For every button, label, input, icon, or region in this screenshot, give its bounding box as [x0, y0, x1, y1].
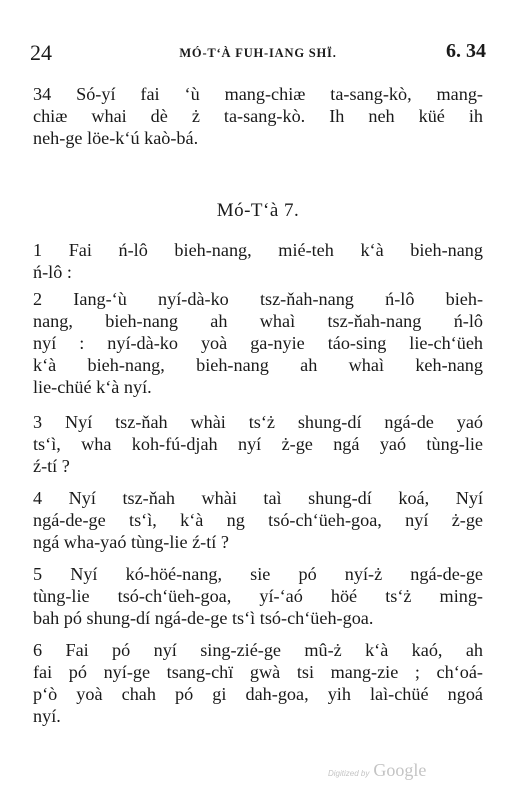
text-line: 1 Fai ń-lô bieh-nang, mié-teh k‘à bieh-nang — [33, 240, 483, 260]
verse-7-2 — [33, 288, 483, 398]
chapter-verse-reference: 6. 34 — [446, 40, 486, 62]
verse-7-1 — [33, 239, 483, 283]
verse-7-6 — [33, 639, 483, 727]
verse-6-34 — [33, 83, 483, 149]
text-line: 2 Iang-‘ù nyí-dà-ko tsz-ňah-nang ń-lô bieh- — [33, 289, 483, 309]
text-line: 34 Só-yí fai ‘ù mang-chiæ ta-sang-kò, mang- — [33, 84, 483, 104]
text-line: ts‘ì, wha koh-fú-djah nyí ż-ge ngá yaó tùng-lie — [33, 434, 483, 454]
text-line: fai pó nyí-ge tsang-chï gwà tsi mang-zie ; ch‘oá- — [33, 662, 483, 682]
google-logo: Google — [373, 760, 427, 780]
text-line: nang, bieh-nang ah whaì tsz-ňah-nang ń-lô — [33, 311, 483, 331]
text-line: tùng-lie tsó-ch‘üeh-goa, yí-‘aó höé ts‘ż ming- — [33, 586, 483, 606]
running-title: MÓ-T‘À FUH-IANG SHÏ. — [179, 46, 337, 60]
text-line: p‘ò yoà chah pó gi dah-goa, yih laì-chüé ngoá — [33, 684, 483, 704]
text-line: nyí : nyí-dà-ko yoà ga-nyie táo-sing lie-ch‘üeh — [33, 333, 483, 353]
page-header — [30, 40, 486, 70]
text-line: neh-ge löe-k‘ú kaò-bá. — [33, 128, 199, 148]
text-line: k‘à bieh-nang, bieh-nang ah whaì keh-nang — [33, 355, 483, 375]
text-line: ń-lô : — [33, 262, 72, 282]
text-line: ngá-de-ge ts‘ì, k‘à ng tsó-ch‘üeh-goa, nyí ż-ge — [33, 510, 483, 530]
text-line: 5 Nyí kó-höé-nang, sie pó nyí-ż ngá-de-ge — [33, 564, 483, 584]
text-line: 6 Fai pó nyí sing-zié-ge mû-ż k‘à kaó, ah — [33, 640, 483, 660]
text-line: lie-chüé k‘à nyí. — [33, 377, 152, 397]
page-number: 24 — [30, 40, 52, 65]
verse-7-4 — [33, 487, 483, 553]
verse-7-3 — [33, 411, 483, 477]
text-line: ź-tí ? — [33, 456, 70, 476]
verse-7-5 — [33, 563, 483, 629]
digitized-watermark — [328, 760, 426, 781]
chapter-heading: Mó-T‘à 7. — [216, 200, 300, 221]
text-line: 3 Nyí tsz-ňah whài ts‘ż shung-dí ngá-de yaó — [33, 412, 483, 432]
text-line: 4 Nyí tsz-ňah whài taì shung-dí koá, Nyí — [33, 488, 483, 508]
text-line: bah pó shung-dí ngá-de-ge ts‘ì tsó-ch‘üeh-goa. — [33, 608, 374, 628]
text-line: chiæ whai dè ż ta-sang-kò. Ih neh küé ih — [33, 106, 483, 126]
watermark-prefix: Digitized by — [328, 769, 370, 778]
text-line: ngá wha-yaó tùng-lie ź-tí ? — [33, 532, 229, 552]
text-line: nyí. — [33, 706, 61, 726]
